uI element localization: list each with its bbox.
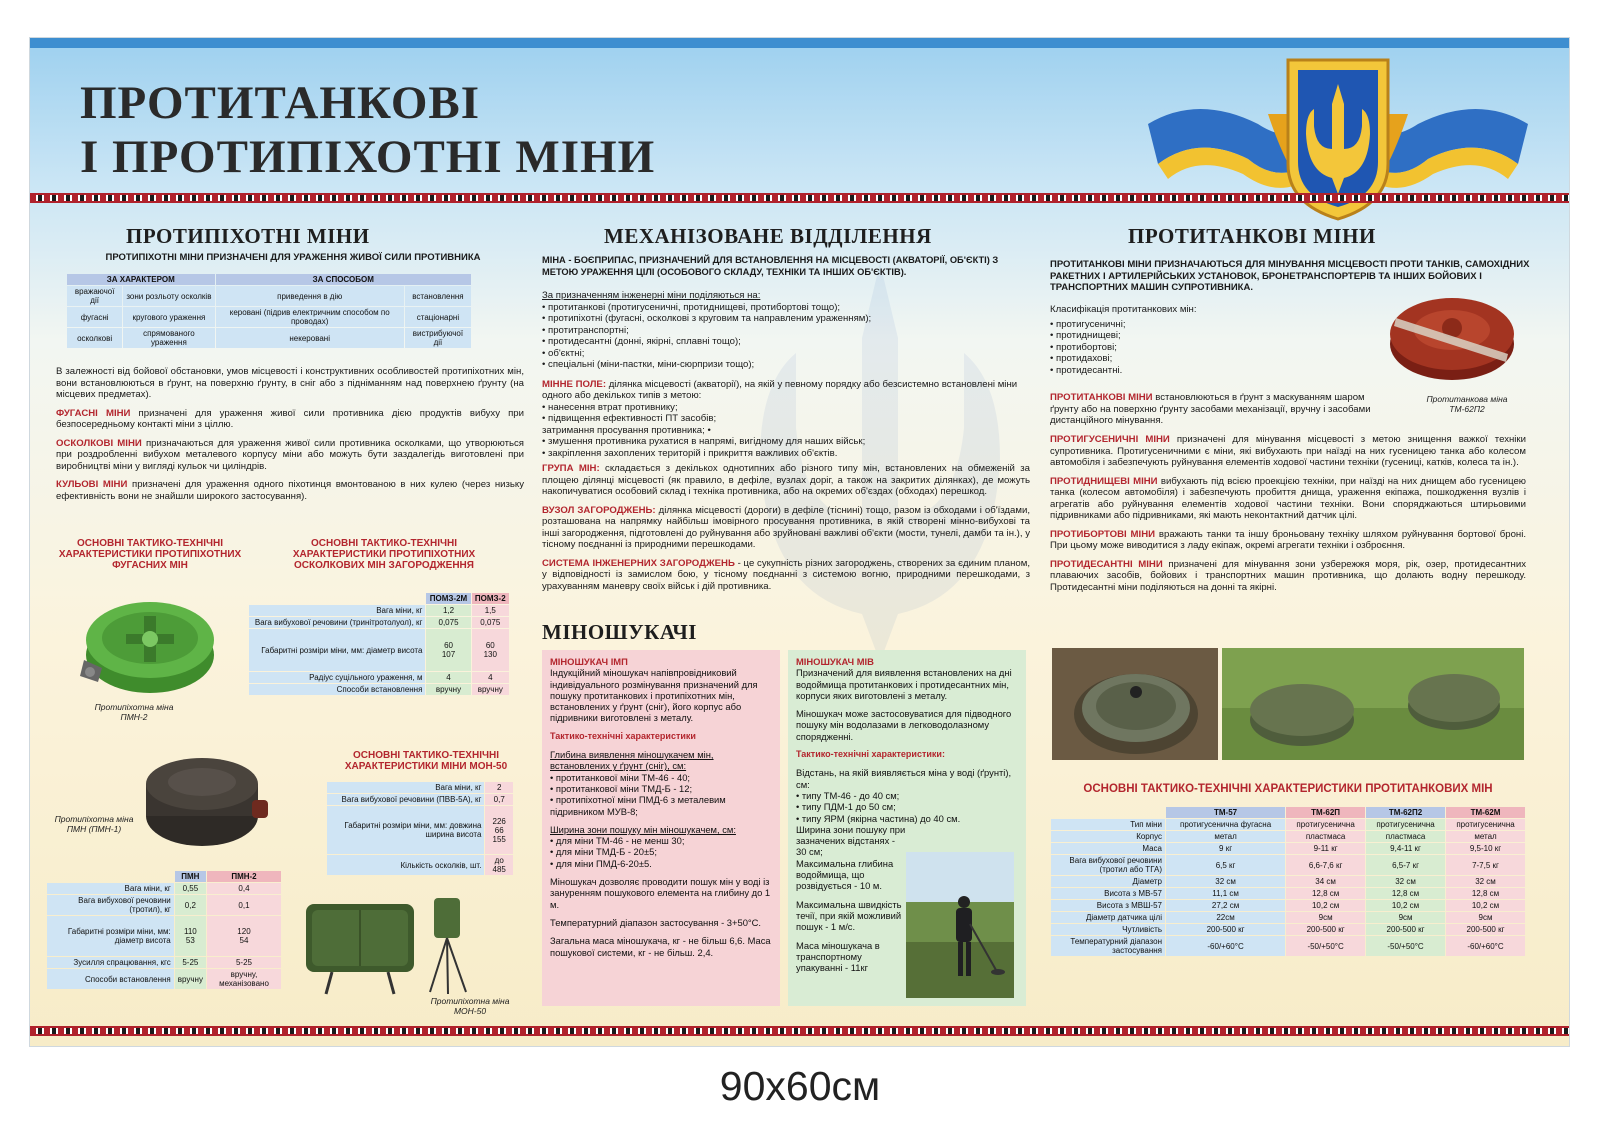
antitank-install <box>1050 392 1374 427</box>
table-cell: 9см <box>1446 912 1525 923</box>
term-system: СИСТЕМА ІНЖЕНЕРНИХ ЗАГОРОДЖЕНЬ <box>542 557 735 569</box>
table-cell: 226 66 155 <box>485 806 513 854</box>
table-row <box>47 916 281 956</box>
table-cell: Кількість осколків, шт. <box>327 855 484 875</box>
table-cell: вручну, механізовано <box>207 969 281 989</box>
miv-mass: Маса міношукача в транспортному упакуванні - 11кг <box>796 939 880 974</box>
minefield-item: • змушення противника рухатися в напрямі, вигідному для наших військ; <box>542 436 866 447</box>
table-cell: 11,1 см <box>1166 888 1285 899</box>
imp-depth-head: Глибина виявлення міношукачем мін, встановлених у ґрунт (сніг), см: <box>550 749 714 772</box>
table-cell: Діаметр датчика цілі <box>1051 912 1165 923</box>
table-cell: 0,2 <box>175 895 206 915</box>
table-cell: керовані (підрив електричним способом по проводах) <box>216 307 404 327</box>
term-side: ПРОТИБОРТОВІ МІНИ <box>1050 528 1156 540</box>
text-fugas: призначені для ураження живої сили противника дією продуктів вибуху при безпосередньому контакті міни з ціллю. <box>56 407 524 430</box>
table-header: ТМ-62М <box>1446 807 1525 818</box>
table-cell: 60 130 <box>472 629 509 671</box>
table-row <box>67 286 471 306</box>
table-cell: приведення в дію <box>216 286 404 306</box>
table-cell: 0,075 <box>472 617 509 628</box>
table-cell: Висота з МВШ-57 <box>1051 900 1165 911</box>
table-cell: Вага вибухової речовини (ПВВ-5А), кг <box>327 794 484 805</box>
table-cell: Способи встановлення <box>249 684 425 695</box>
table-row <box>327 806 513 854</box>
table-cell: 6,5-7 кг <box>1366 855 1445 875</box>
tm-mines-on-grass-photo <box>1222 648 1524 760</box>
antitank-tth-table <box>1050 806 1526 957</box>
miv-dist-head: Відстань, на якій виявляється міна у воді (ґрунті), см: <box>796 767 1012 790</box>
table-cell: 0,075 <box>426 617 470 628</box>
miv-tth-head: Тактико-технічні характеристики: <box>796 749 945 760</box>
minefield-item: затримання просування противника; • <box>542 424 711 436</box>
purpose-item: • об'єктні; <box>542 347 585 359</box>
text-group: складається з декількох однотипних або різного типу мін, встановлених на обмеженій за площею ділянці місцевості (як правило, в дефіле, вузлах доріг, а також на закритих ділянках), де можуть накопичуватися особовий склад і техніка противника, або на окремих об'єздах (обходах) перешкод. <box>542 463 1030 497</box>
table-row <box>67 307 471 327</box>
table-row <box>47 883 281 894</box>
table-cell: 12,8 см <box>1446 888 1525 899</box>
heading-mechanized-unit: МЕХАНІЗОВАНЕ ВІДДІЛЕННЯ <box>604 224 932 248</box>
table-cell: вручну <box>472 684 509 695</box>
table-cell: Радіус суцільного ураження, м <box>249 672 425 683</box>
imp-intro: Індукційний міношукач напівпровідниковий індивідуального розмінування призначений для пошуку протитанкових і протипіхотних мін, встановлених у ґрунт (сніг), його корпус або підривники виготовлені з металу. <box>550 667 758 724</box>
size-label: 90x60см <box>719 1063 881 1109</box>
table-row <box>67 328 471 348</box>
text-knot: ділянка місцевості (дороги) в дефіле (тіснині) тощо, разом із обходами і об'їздами, розташована на напрямку найбільш імовірного просування противника, в якій створені мінно-вибухові та інші загородження, підготовлені до руйнування або зруйновані важливі об'єкти (мости, тунелі, дамби та ін.), у тісному поєднанні із природними перешкодами. <box>542 504 1030 550</box>
text-track: призначені для мінування місцевості з метою знищення важкої техніки супротивника. Протигусеничними є міни, які вибухають при наїзді на них гусеницею танка або колесом автомобіля і забезпечують руйнування елементів ходової частини техніки (гусениці, катків, колеса та ін.). <box>1050 434 1526 468</box>
miv-dist-item: • типу ПДМ-1 до 50 см; <box>796 801 896 813</box>
table-cell: 0,4 <box>207 883 281 894</box>
table-header: ПОМЗ-2 <box>472 593 509 604</box>
tm-mine-in-ground-photo <box>1052 648 1218 760</box>
table-cell: 27,2 см <box>1166 900 1285 911</box>
table-cell: метал <box>1446 831 1525 842</box>
text-antitank-install: встановлюються в ґрунт з маскуванням шаром ґрунту або на поверхню ґрунту засобами механізації, вручну і засобами дистанційного мінування. <box>1050 392 1371 426</box>
poster <box>29 37 1570 1047</box>
imp-title: МІНОШУКАЧ ІМП <box>550 656 628 667</box>
miv-intro: Призначений для виявлення встановлених на дні водоймища протитанкових і протидесантних мін, корпуси яких виготовлені з металу. <box>796 667 1012 701</box>
table-cell: пластмаса <box>1286 831 1365 842</box>
purpose-item: • протидесантні (донні, якірні, сплавні тощо); <box>542 336 741 347</box>
system-def <box>542 558 1030 593</box>
table-cell: Висота з МВ-57 <box>1051 888 1165 899</box>
table-cell: 34 см <box>1286 876 1365 887</box>
imp-mass: Загальна маса міношукача, кг - не більш 6,6. Маса пошукової системи, кг - не більш. 2,4. <box>550 935 771 958</box>
table-cell: Габаритні розміри міни, мм: діаметр висота <box>47 916 174 956</box>
table-cell: 12,8 см <box>1286 888 1365 899</box>
table-cell: встановлення <box>405 286 471 306</box>
table-cell: 32 см <box>1446 876 1525 887</box>
table-cell: Вага вибухової речовини (тринітротолуол), кг <box>249 617 425 628</box>
term-landing: ПРОТИДЕСАНТНІ МІНИ <box>1050 558 1163 570</box>
table-header: ЗА ХАРАКТЕРОМ <box>67 274 215 285</box>
table-cell: протигусенична <box>1366 819 1445 830</box>
imp-tth-head: Тактико-технічні характеристики <box>550 730 696 741</box>
table-row <box>1051 888 1525 899</box>
table-row <box>1051 855 1525 875</box>
table-cell: 22см <box>1166 912 1285 923</box>
table-cell: 6,5 кг <box>1166 855 1285 875</box>
table-row <box>249 672 509 683</box>
table-row <box>249 684 509 695</box>
table-cell: вручну <box>426 684 470 695</box>
table-cell: 9см <box>1366 912 1445 923</box>
table-cell: 200-500 кг <box>1366 924 1445 935</box>
antitank-intro: ПРОТИТАНКОВІ МІНИ ПРИЗНАЧАЮТЬСЯ ДЛЯ МІНУВАННЯ МІСЦЕВОСТІ ПРОТИ ТАНКІВ, САМОХІДНИХ РАКЕТНИХ І АРТИЛЕРІЙСЬКИХ УСТАНОВОК, БРОНЕТРАНСПОРТЕРІВ ТА ІНШИХ БОЙОВИХ І ТРАНСПОРТНИХ МАШИН СУПРОТИВНИКА. <box>1050 259 1530 293</box>
imp-depth-item: • протитанкової міни ТМ-46 - 40; <box>550 771 691 783</box>
imp-width-item: • для міни ТМ-46 - не менш 30; <box>550 835 685 847</box>
table-cell: вистрибуючої дії <box>405 328 471 348</box>
table-header: ЗА СПОСОБОМ <box>216 274 471 285</box>
center-text <box>542 290 1030 599</box>
term-oskolk: ОСКОЛКОВІ МІНИ <box>56 437 142 449</box>
term-group: ГРУПА МІН: <box>542 463 600 474</box>
antitank-tth-heading: ОСНОВНІ ТАКТИКО-ТЕХНІЧНІ ХАРАКТЕРИСТИКИ ПРОТИТАНКОВИХ МІН <box>1083 783 1493 795</box>
text-bottom: вибухають під всією проекцією техніки, при наїзді на них днищем або гусеницею танка (колесом автомобіля) і забезпечують пробиття днища, ураження екіпажа, пошкодження вузлів і агрегатів або руйнування елементів ходової частини техніки. Вони споряджаються штирьовими підривниками або підривниками, які мають неконтактний датчик цілі. <box>1050 475 1526 521</box>
table-cell: 32 см <box>1366 876 1445 887</box>
table-cell: 4 <box>426 672 470 683</box>
table-cell: метал <box>1166 831 1285 842</box>
minefield-def <box>542 379 1030 402</box>
imp-width-item: • для міни ПМД-6-20±5. <box>550 857 652 869</box>
table-cell: 32 см <box>1166 876 1285 887</box>
antitank-class-item: • протидесантні. <box>1050 364 1123 376</box>
table-cell: 200-500 кг <box>1286 924 1365 935</box>
antitank-class-item: • протиднищеві; <box>1050 330 1121 341</box>
tm62p2-mine-image <box>1386 288 1518 388</box>
miv-use: Міношукач може застосовуватися для підводного пошуку мін водолазами в легководолазному спорядженні. <box>796 708 1012 742</box>
miv-title: МІНОШУКАЧ МІВ <box>796 656 874 667</box>
table-header: ТМ-62П2 <box>1366 807 1445 818</box>
imp-depth-item: • протитанкової міни ТМД-Б - 12; <box>550 782 693 794</box>
ornament-border-top <box>30 193 1569 203</box>
table-cell: осколкові <box>67 328 122 348</box>
caption-pmn: Протипіхотна міна ПМН (ПМН-1) <box>54 814 134 834</box>
table-cell: 200-500 кг <box>1446 924 1525 935</box>
term-track: ПРОТИГУСЕНИЧНІ МІНИ <box>1050 434 1170 445</box>
mon50-mine-image <box>302 896 492 1000</box>
antitank-types <box>1050 434 1526 600</box>
table-cell: Діаметр <box>1051 876 1165 887</box>
group-def <box>542 463 1030 498</box>
antipersonnel-class-table <box>66 273 472 349</box>
table-row <box>47 969 281 989</box>
table-cell: кругового ураження <box>123 307 214 327</box>
knot-def <box>542 505 1030 551</box>
table-cell: 7-7,5 кг <box>1446 855 1525 875</box>
table-cell: протигусенична <box>1286 819 1365 830</box>
text-kul: призначені для ураження одного піхотинця вмонтованою в них кулею (через низьку ефективність вони не знайшли широкого застосування). <box>56 479 525 502</box>
subheading-fugas-tth: ОСНОВНІ ТАКТИКО-ТЕХНІЧНІ ХАРАКТЕРИСТИКИ ПРОТИПІХОТНИХ ФУГАСНИХ МІН <box>58 538 242 571</box>
table-corner <box>1051 807 1165 818</box>
table-cell: -60/+60°С <box>1166 936 1285 956</box>
table-cell: 10,2 см <box>1286 900 1365 911</box>
para-bottom <box>1050 476 1526 522</box>
table-corner <box>47 871 174 882</box>
table-cell: 5-25 <box>175 957 206 968</box>
table-row <box>249 629 509 671</box>
miv-width: Ширина зони пошуку при зазначених відстанях - 30 см; <box>796 823 906 858</box>
table-cell: 0,7 <box>485 794 513 805</box>
table-cell: 120 54 <box>207 916 281 956</box>
table-row <box>1051 936 1525 956</box>
para-oskolk <box>56 438 524 473</box>
table-cell: вручну <box>175 969 206 989</box>
pmn-mine-image <box>134 752 274 856</box>
purpose-item: • спеціальні (міни-пастки, міни-сюрпризи тощо); <box>542 359 755 370</box>
table-row <box>1051 912 1525 923</box>
table-row <box>1051 819 1525 830</box>
table-cell: 200-500 кг <box>1166 924 1285 935</box>
table-header: ПМН <box>175 871 206 882</box>
table-cell: некеровані <box>216 328 404 348</box>
table-cell: 10,2 см <box>1446 900 1525 911</box>
heading-antitank: ПРОТИТАНКОВІ МІНИ <box>1128 224 1376 248</box>
title-line-2: І ПРОТИПІХОТНІ МІНИ <box>80 131 656 183</box>
table-cell: протигусенична <box>1446 819 1525 830</box>
ornament-border-bottom <box>30 1026 1569 1036</box>
table-cell: 0,55 <box>175 883 206 894</box>
imp-temp: Температурний діапазон застосування - 3+50°С. <box>550 916 762 928</box>
para-kul <box>56 479 524 502</box>
table-cell: 10,2 см <box>1366 900 1445 911</box>
minefield-item: • нанесення втрат противнику; <box>542 401 678 413</box>
miv-dist-item: • типу ЯРМ (якірна частина) до 40 см. <box>796 812 961 824</box>
para-side <box>1050 529 1526 552</box>
pmn-table <box>46 870 282 990</box>
table-cell: 110 53 <box>175 916 206 956</box>
caption-tm62p2: Протитанкова міна ТМ-62П2 <box>1426 394 1508 414</box>
table-cell: 5-25 <box>207 957 281 968</box>
heading-mine-detectors: МІНОШУКАЧІ <box>542 620 697 644</box>
table-cell: 2 <box>485 782 513 793</box>
table-cell: до 485 <box>485 855 513 875</box>
table-cell: Зусилля спрацювання, кгс <box>47 957 174 968</box>
term-minefield: МІННЕ ПОЛЕ: <box>542 378 607 390</box>
table-cell: стаціонарні <box>405 307 471 327</box>
table-row <box>1051 876 1525 887</box>
table-row <box>47 895 281 915</box>
table-row <box>327 782 513 793</box>
table-cell: 0,1 <box>207 895 281 915</box>
miv-depth: Максимальна глибина водоймища, що розвідується - 10 м. <box>796 857 894 892</box>
term-bottom: ПРОТИДНИЩЕВІ МІНИ <box>1050 475 1158 487</box>
para-track <box>1050 434 1526 469</box>
pmn2-mine-image <box>70 590 220 700</box>
table-row <box>249 617 509 628</box>
para-landing <box>1050 559 1526 594</box>
table-cell: -50/+50°С <box>1286 936 1365 956</box>
text-oskolk: призначаються для ураження живої сили противника осколками, що утворюються при роздробленні вибухом металевого корпусу міни або можуть бути заздалегідь виготовлені при виробництві міни у вигляді кульок чи циліндрів. <box>56 437 524 472</box>
para-installation: В залежності від бойової обстановки, умов місцевості і конструктивних особливостей протипіхотних мін, вони встановлюються в ґрунт, на поверхню ґрунту, в сніг або з підніманням над поверхнею ґрунту (на місцевих предметах). <box>56 366 524 400</box>
table-cell: 1,5 <box>472 605 509 616</box>
table-header: ТМ-57 <box>1166 807 1285 818</box>
table-cell: Вага міни, кг <box>327 782 484 793</box>
table-cell: Тип міни <box>1051 819 1165 830</box>
table-header: ПОМЗ-2М <box>426 593 470 604</box>
table-cell: Вага міни, кг <box>249 605 425 616</box>
table-cell: Корпус <box>1051 831 1165 842</box>
table-cell: спрямованого ураження <box>123 328 214 348</box>
para-fugas <box>56 408 524 431</box>
table-cell: 12,8 см <box>1366 888 1445 899</box>
imp-water: Міношукач дозволяє проводити пошук мін у воді із зануренням пошукового елемента на глибину до 1 м. <box>550 876 771 910</box>
table-row <box>1051 843 1525 854</box>
text-side: вражають танки та іншу броньовану техніку шляхом руйнування бортової броні. При цьому може виводитися з ладу екіпаж, окремі агрегати техніки і озброєння. <box>1050 528 1526 551</box>
table-cell: Способи встановлення <box>47 969 174 989</box>
purpose-item: • протипіхотні (фугасні, осколкові з круговим та направленим ураженням); <box>542 313 872 324</box>
table-corner <box>249 593 425 604</box>
table-cell: вражаючої дії <box>67 286 122 306</box>
table-cell: 9-11 кг <box>1286 843 1365 854</box>
table-cell: 9,4-11 кг <box>1366 843 1445 854</box>
table-cell: Вага міни, кг <box>47 883 174 894</box>
table-row <box>47 957 281 968</box>
table-cell: Габаритні розміри міни, мм: діаметр висота <box>249 629 425 671</box>
term-antitank-install: ПРОТИТАНКОВІ МІНИ <box>1050 392 1153 403</box>
term-knot: ВУЗОЛ ЗАГОРОДЖЕНЬ: <box>542 504 656 516</box>
purpose-head: За призначенням інженерні міни поділяються на: <box>542 290 761 301</box>
soldier-with-detector-photo <box>906 852 1014 998</box>
term-kul: КУЛЬОВІ МІНИ <box>56 479 128 490</box>
table-cell: -60/+60°С <box>1446 936 1525 956</box>
minefield-item: • підвищення ефективності ПТ засобів; <box>542 413 717 424</box>
antitank-class-item: • протибортові; <box>1050 341 1117 353</box>
table-row <box>249 605 509 616</box>
heading-antipersonnel: ПРОТИПІХОТНІ МІНИ <box>126 224 370 248</box>
miv-speed: Максимальна швидкість течії, при якій можливий пошук - 1 м/с. <box>796 898 902 933</box>
table-header: ПМН-2 <box>207 871 281 882</box>
text-system: - це сукупність різних загороджень, створених за єдиним планом, у відповідності із замислом бою, у тісному поєднанні з системою вогню, природними перешкодами, з урахуванням маневру своїх військ і дій противника. <box>542 557 1030 592</box>
minefield-item: • закріплення захоплених територій і прикриття важливих об'єктів. <box>542 447 838 459</box>
table-cell: протигусенична фугасна <box>1166 819 1285 830</box>
table-cell: Чутливість <box>1051 924 1165 935</box>
table-cell: Маса <box>1051 843 1165 854</box>
term-fugas: ФУГАСНІ МІНИ <box>56 407 131 419</box>
table-cell: Вага вибухової речовини (тротил), кг <box>47 895 174 915</box>
purpose-item: • протитанкові (протигусеничні, протиднищеві, протибортові тощо); <box>542 301 841 313</box>
subheading-oskolk-tth: ОСНОВНІ ТАКТИКО-ТЕХНІЧНІ ХАРАКТЕРИСТИКИ ПРОТИПІХОТНИХ ОСКОЛКОВИХ МІН ЗАГОРОДЖЕННЯ <box>292 538 476 571</box>
miv-dist-item: • типу ТМ-46 - до 40 см; <box>796 789 900 801</box>
table-cell: 1,2 <box>426 605 470 616</box>
table-row <box>327 855 513 875</box>
table-row <box>1051 924 1525 935</box>
table-cell: 60 107 <box>426 629 470 671</box>
title-line-1: ПРОТИТАНКОВІ <box>80 77 481 129</box>
antitank-class <box>1050 304 1350 376</box>
table-cell: 9 кг <box>1166 843 1285 854</box>
antitank-class-item: • протидахові; <box>1050 353 1113 364</box>
antipersonnel-text <box>56 366 524 509</box>
mon50-table <box>326 781 514 876</box>
antitank-class-item: • протигусеничні; <box>1050 318 1126 330</box>
purpose-item: • протитранспортні; <box>542 324 629 336</box>
table-row <box>1051 900 1525 911</box>
table-row <box>1051 831 1525 842</box>
table-row <box>327 794 513 805</box>
table-cell: зони розльоту осколків <box>123 286 214 306</box>
top-blue-strip <box>30 38 1569 48</box>
mine-definition: МІНА - БОЄПРИПАС, ПРИЗНАЧЕНИЙ ДЛЯ ВСТАНОВЛЕННЯ НА МІСЦЕВОСТІ (АКВАТОРІЇ, ОБ'ЄКТІ) З МЕТОЮ УРАЖЕННЯ ЦІЛІ (ОСОБОВОГО СКЛАДУ, ТЕХНІКИ ТА ІНШИХ ОБ'ЄКТІВ). <box>542 255 999 277</box>
table-cell: 6,6-7,6 кг <box>1286 855 1365 875</box>
table-cell: 9см <box>1286 912 1365 923</box>
text-minefield: ділянка місцевості (акваторії), на якій у певному порядку або безсистемно встановлені міни одного або декількох типів з метою: <box>542 378 1018 401</box>
pomz-table <box>248 592 510 696</box>
imp-depth-item: • протипіхотної міни ПМД-6 з металевим підривником МУВ-8; <box>550 794 726 817</box>
table-cell: Габаритні розміри міни, мм: довжина ширина висота <box>327 806 484 854</box>
table-cell: пластмаса <box>1366 831 1445 842</box>
table-header: ТМ-62П <box>1286 807 1365 818</box>
subheading-mon50-tth: ОСНОВНІ ТАКТИКО-ТЕХНІЧНІ ХАРАКТЕРИСТИКИ МІНИ МОН-50 <box>344 750 508 772</box>
antitank-class-head: Класифікація протитанкових мін: <box>1050 304 1197 315</box>
imp-width-head: Ширина зони пошуку мін міношукачем, см: <box>550 823 736 835</box>
table-cell: Температурний діапазон застосування <box>1051 936 1165 956</box>
antipersonnel-intro: ПРОТИПІХОТНІ МІНИ ПРИЗНАЧЕНІ ДЛЯ УРАЖЕННЯ ЖИВОЇ СИЛИ ПРОТИВНИКА <box>105 252 481 263</box>
imp-width-item: • для міни ТМД-Б - 20±5; <box>550 846 657 858</box>
table-cell: Вага вибухової речовини (тротил або ТГА) <box>1051 855 1165 875</box>
poster-title <box>80 76 655 184</box>
text-landing: призначені для мінування зони узбережжя моря, рік, озер, протидесантних плаваючих засобів, бойових і транспортних машин противника, що долають водну перешкоду. Протидесантні міни поділяються на донні та якірні. <box>1050 558 1526 593</box>
table-cell: фугасні <box>67 307 122 327</box>
caption-mon50: Протипіхотна міна МОН-50 <box>430 996 510 1016</box>
table-cell: 9,5-10 кг <box>1446 843 1525 854</box>
imp-detector-panel <box>542 650 780 1006</box>
caption-pmn2: Протипіхотна міна ПМН-2 <box>94 702 174 722</box>
table-cell: 4 <box>472 672 509 683</box>
antitank-table-body <box>1051 819 1525 956</box>
table-cell: -50/+50°С <box>1366 936 1445 956</box>
